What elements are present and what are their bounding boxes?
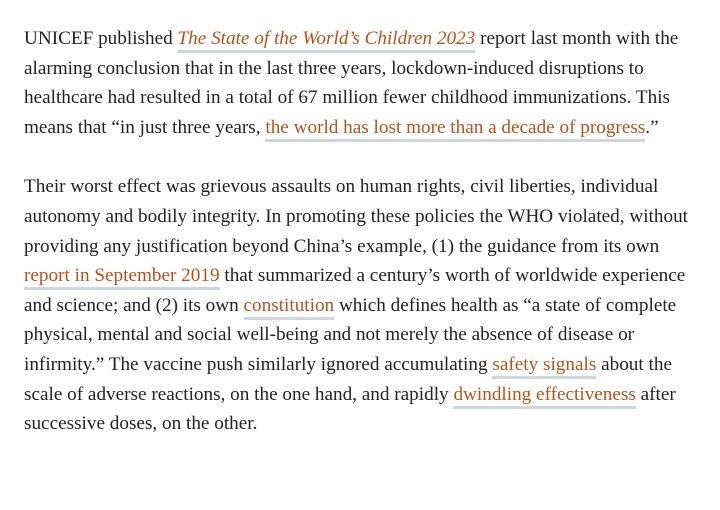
paragraph-text: report last month with the alarming conclusion that in the last three years, lockdown-induced disruptions to healthcare had resulted in a total of 67 million fewer childhood immunizations. This means that “in just three years, — [24, 28, 679, 138]
paragraph-unicef-report — [24, 24, 704, 142]
link-dwindling-effectiveness[interactable]: dwindling effectiveness — [453, 384, 635, 409]
paragraph-text: which defines health as “a state of complete physical, mental and social well-being and not merely the absence of disease or infirmity.” The vaccine push similarly ignored accumulating — [24, 294, 677, 375]
link-lost-decade-of-progress[interactable]: the world has lost more than a decade of progress — [265, 117, 645, 142]
article-body — [24, 24, 704, 439]
link-report-september-2019[interactable]: report in September 2019 — [24, 265, 220, 290]
paragraph-text: .” — [645, 116, 659, 138]
paragraph-text: about the scale of adverse reactions, on the one hand, and rapidly — [24, 353, 672, 405]
paragraph-text: Their worst effect was grievous assaults on human rights, civil liberties, individual autonomy and bodily integrity. In promoting these policies the WHO violated, without providing any justification beyond China’s example, (1) the guidance from its own — [24, 176, 688, 257]
link-safety-signals[interactable]: safety signals — [492, 354, 596, 379]
link-constitution[interactable]: constitution — [244, 295, 335, 320]
paragraph-worst-effect — [24, 172, 704, 438]
link-state-of-worlds-children-2023[interactable]: The State of the World’s Children 2023 — [178, 28, 476, 53]
paragraph-text: UNICEF published — [24, 28, 178, 49]
paragraph-text: that summarized a century’s worth of worldwide experience and science; and (2) its own — [24, 265, 686, 316]
paragraph-text: after successive doses, on the other. — [24, 383, 676, 435]
